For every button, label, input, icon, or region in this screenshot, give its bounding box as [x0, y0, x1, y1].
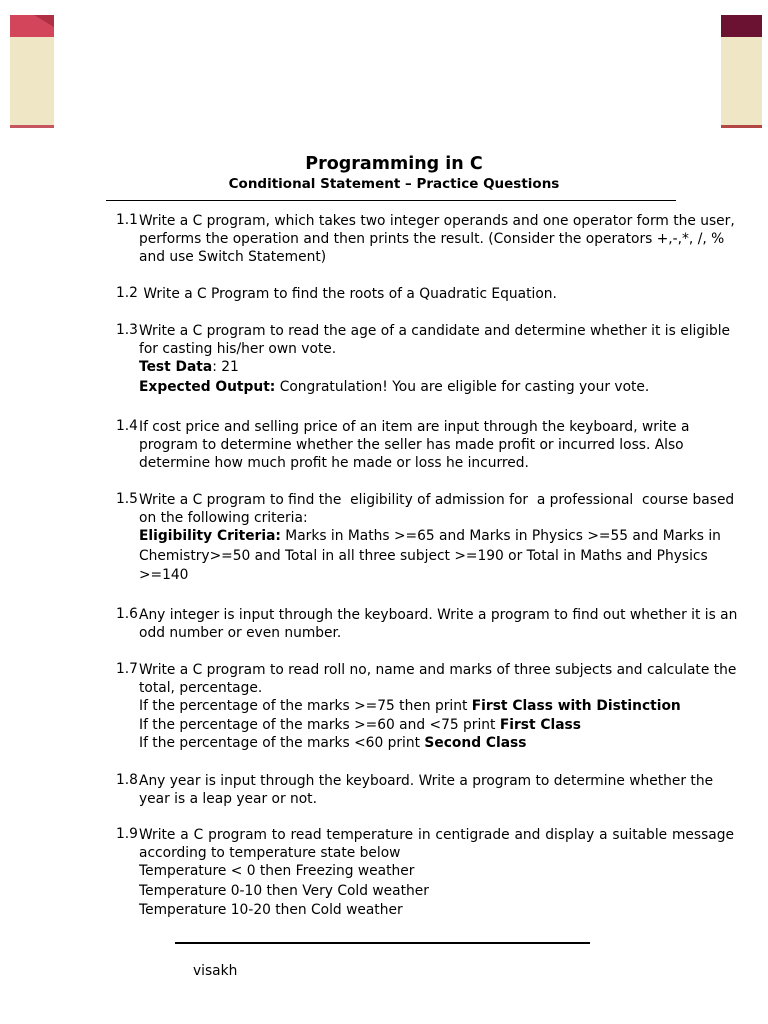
question-1-6: [116, 606, 738, 642]
grade-rule-1: [139, 697, 738, 715]
temperature-rule-3: Temperature 10-20 then Cold weather: [139, 902, 403, 919]
title-divider: [106, 200, 676, 201]
question-number: 1.9: [116, 826, 138, 842]
test-data-value: : 21: [212, 359, 239, 376]
question-text: Write a C program to read roll no, name and marks of three subjects and calculate the total, percentage.: [139, 662, 737, 697]
grade-label: Second Class: [424, 734, 527, 751]
question-number: 1.1: [116, 212, 138, 228]
question-text: Write a C Program to find the roots of a Quadratic Equation.: [139, 286, 557, 302]
eligibility-criteria: [139, 527, 738, 586]
grade-label: First Class with Distinction: [471, 698, 681, 715]
question-number: 1.3: [116, 322, 138, 338]
question-1-5: [116, 491, 738, 586]
question-text: If cost price and selling price of an item are input through the keyboard, write a program to determine whether the seller has made profit or incurred loss. Also determine how much profit he made or loss he incurred.: [139, 419, 690, 472]
grade-rule-text: If the percentage of the marks <60 print: [139, 734, 425, 751]
decorative-tab-left: [10, 15, 54, 128]
test-data-line: [139, 358, 738, 378]
criteria-value: Marks in Maths >=65 and Marks in Physics >=55 and Marks in Chemistry>=50 and Total in all three subject >=190 or Total in Maths and Physics >=140: [139, 528, 721, 584]
question-number: 1.5: [116, 491, 138, 507]
question-text: Any integer is input through the keyboard. Write a program to find out whether it is an odd number or even number.: [139, 607, 738, 642]
question-1-2: [116, 285, 738, 303]
question-number: 1.8: [116, 772, 138, 788]
question-text: Write a C program to find the eligibility of admission for a professional course based on the following criteria:: [139, 492, 739, 527]
question-number: 1.4: [116, 418, 138, 434]
page-title: Programming in C: [305, 154, 483, 174]
question-number: 1.6: [116, 606, 138, 622]
temperature-rule-2: Temperature 0-10 then Very Cold weather: [139, 882, 429, 899]
expected-output-label: Expected Output:: [139, 378, 276, 395]
expected-output-value: Congratulation! You are eligible for casting your vote.: [275, 378, 650, 395]
grade-label: First Class: [499, 716, 581, 733]
temperature-rule-1: Temperature < 0 then Freezing weather: [139, 863, 415, 880]
question-text: Write a C program, which takes two integer operands and one operator form the user, performs the operation and then prints the result. (Consider the operators +,-,*, /, % and use Switch Statement): [139, 213, 735, 266]
question-text: Write a C program to read temperature in centigrade and display a suitable message according to temperature state below: [139, 827, 734, 862]
question-text: Any year is input through the keyboard. Write a program to determine whether the year is a leap year or not.: [139, 773, 714, 808]
question-number: 1.2: [116, 285, 138, 301]
question-1-9: [116, 826, 734, 921]
question-1-1: [116, 212, 738, 267]
footer-author: visakh: [193, 963, 238, 979]
footer-divider: [175, 942, 590, 944]
question-text: Write a C program to read the age of a candidate and determine whether it is eligible for casting his/her own vote.: [139, 323, 731, 358]
expected-output-line: [139, 378, 738, 398]
page-subtitle: Conditional Statement – Practice Questions: [228, 176, 560, 192]
question-number: 1.7: [116, 661, 138, 677]
question-1-4: [116, 418, 738, 473]
grade-rule-2: [139, 716, 738, 734]
question-1-7: [116, 661, 738, 752]
question-1-8: [116, 772, 738, 808]
criteria-label: Eligibility Criteria:: [139, 528, 281, 545]
decorative-tab-right: [721, 15, 762, 128]
grade-rule-3: [139, 734, 738, 752]
grade-rule-text: If the percentage of the marks >=60 and <75 print: [139, 716, 500, 733]
grade-rule-text: If the percentage of the marks >=75 then print: [139, 698, 472, 715]
question-1-3: [116, 322, 738, 397]
test-data-label: Test Data: [139, 359, 213, 376]
